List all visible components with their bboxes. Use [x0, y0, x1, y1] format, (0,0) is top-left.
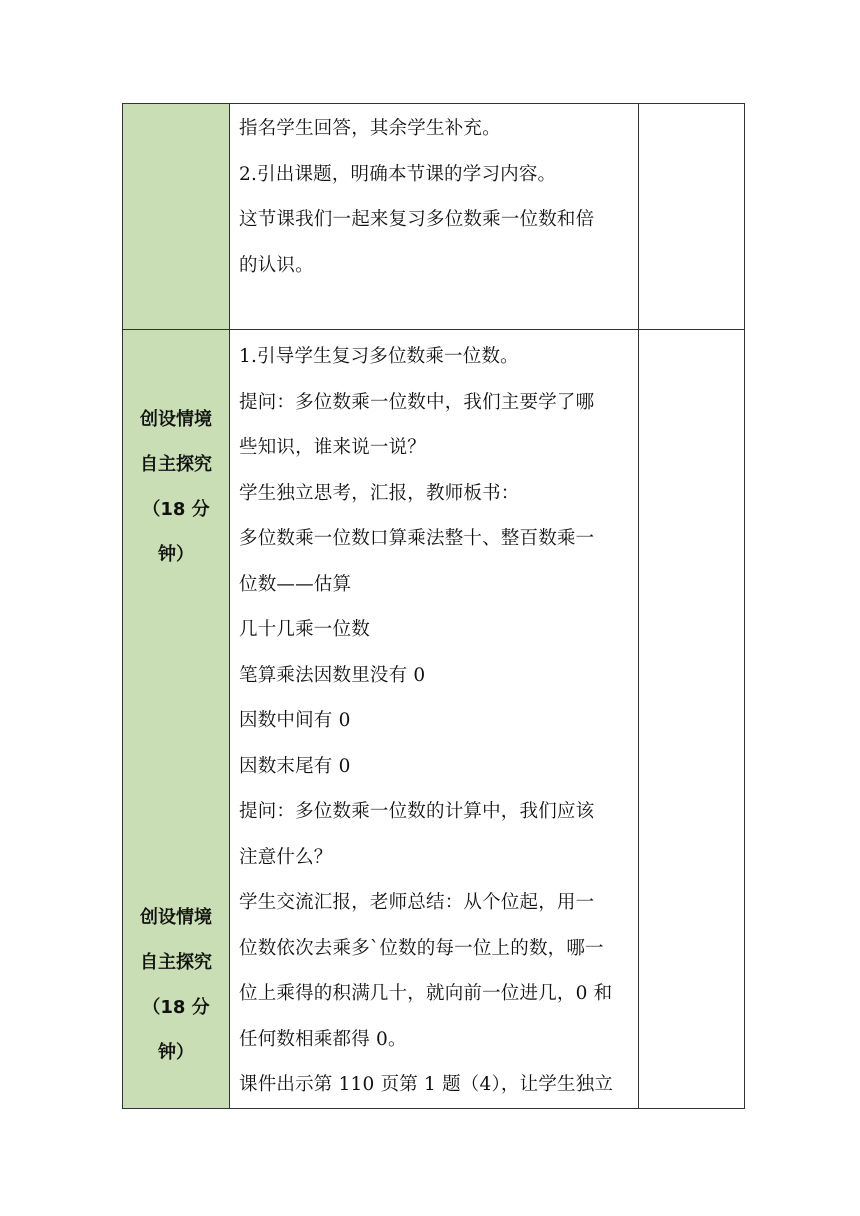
notes-cell	[639, 330, 745, 1109]
content-line: 的认识。	[239, 254, 314, 276]
content-cell	[230, 330, 639, 1109]
content-line: 课件出示第 110 页第 1 题（4），让学生独立	[239, 1074, 614, 1095]
notes-cell	[639, 104, 745, 330]
table-row	[123, 330, 745, 1109]
stage-label: 创设情境 自主探究 （18 分 钟）	[140, 907, 212, 1063]
content-line: 多位数乘一位数口算乘法整十、整百数乘一	[239, 528, 595, 549]
content-line: 1.引导学生复习多位数乘一位数。	[239, 346, 519, 367]
stage-cell	[123, 330, 230, 1109]
content-line: 2.引出课题，明确本节课的学习内容。	[239, 163, 557, 185]
content-line: 注意什么？	[239, 846, 333, 868]
content-line: 指名学生回答，其余学生补充。	[239, 118, 501, 139]
content-line: 这节课我们一起来复习多位数乘一位数和倍	[239, 209, 595, 230]
content-line: 几十几乘一位数	[239, 619, 370, 640]
stage-label: 创设情境 自主探究 （18 分 钟）	[140, 409, 212, 565]
content-cell	[230, 104, 639, 330]
content-line: 学生交流汇报，老师总结：从个位起，用一	[239, 892, 595, 913]
content-line: 任何数相乘都得 0。	[239, 1028, 407, 1050]
content-line: 位数——估算	[239, 573, 352, 595]
content-line: 些知识，谁来说一说？	[239, 437, 427, 458]
content-line: 位数依次去乘多`位数的每一位上的数，哪一	[239, 937, 604, 959]
lesson-plan-table	[122, 103, 745, 1109]
content-line: 因数中间有 0	[239, 710, 351, 731]
content-line: 笔算乘法因数里没有 0	[239, 664, 426, 686]
content-line: 提问：多位数乘一位数的计算中，我们应该	[239, 801, 595, 822]
table-row	[123, 104, 745, 330]
content-line: 位上乘得的积满几十，就向前一位进几，0 和	[239, 983, 613, 1004]
stage-cell	[123, 104, 230, 330]
content-line: 因数末尾有 0	[239, 755, 351, 777]
content-line: 提问：多位数乘一位数中，我们主要学了哪	[239, 391, 595, 413]
content-line: 学生独立思考，汇报，教师板书：	[239, 482, 520, 504]
